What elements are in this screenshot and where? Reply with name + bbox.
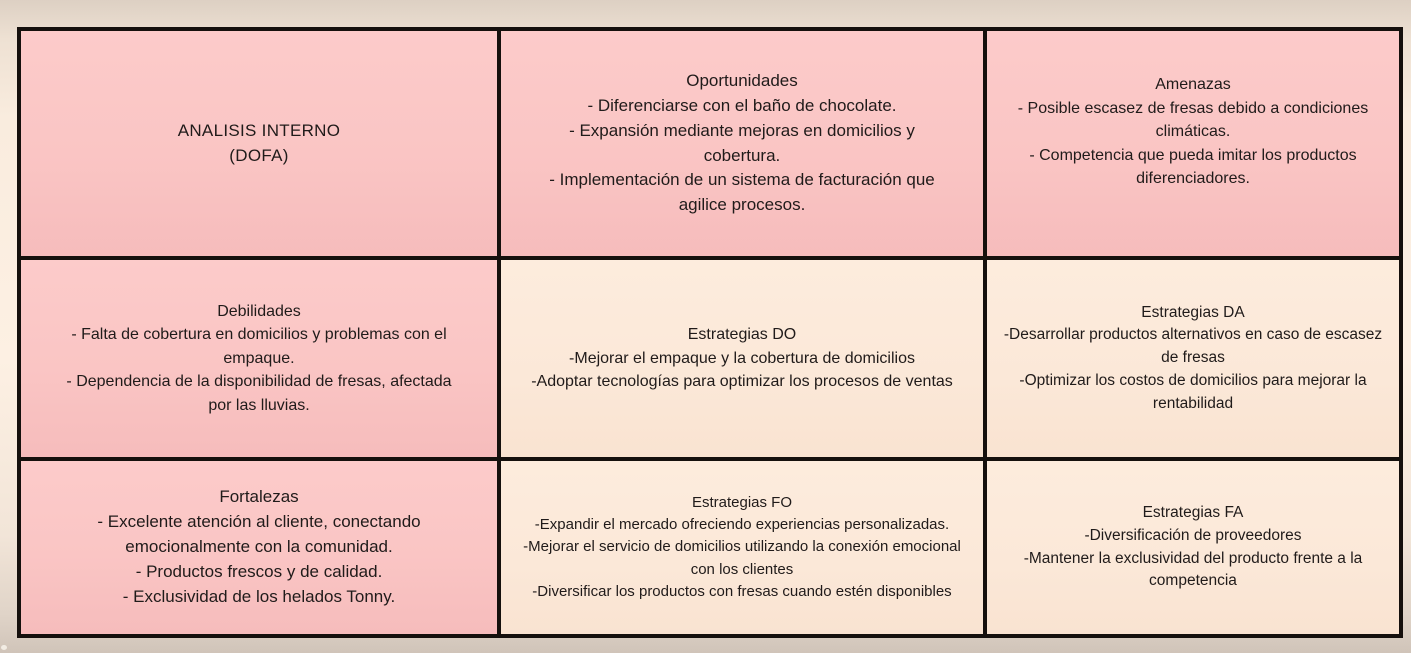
cell-items [531, 347, 953, 394]
cell-item: -Optimizar los costos de domicilios para mejorar la rentabilidad [1019, 371, 1367, 412]
cell-items [999, 97, 1387, 191]
cell-item: - Exclusividad de los helados Tonny. [122, 586, 396, 606]
matrix-title-line: (DOFA) [229, 145, 289, 165]
cell-item: - Dependencia de la disponibilidad de fresas, afectada por las lluvias. [66, 373, 452, 414]
cell-items [533, 94, 951, 219]
cell-items [61, 510, 457, 610]
dofa-matrix-table [17, 27, 1403, 638]
cell-estrategias-fo [501, 461, 987, 634]
cell-items [513, 514, 971, 602]
cell-item: - Expansión mediante mejoras en domicilios y cobertura. [569, 120, 915, 165]
cell-item: - Productos frescos y de calidad. [135, 561, 383, 581]
cell-title: Estrategias DO [687, 326, 797, 344]
cell-title: Fortalezas [219, 487, 299, 506]
cell-oportunidades [501, 31, 987, 260]
cell-item: - Posible escasez de fresas debido a condiciones climáticas. [1017, 99, 1369, 141]
cell-estrategias-fa [987, 461, 1399, 634]
cell-item: -Adoptar tecnologías para optimizar los procesos de ventas [531, 373, 953, 391]
cell-item: -Mejorar el servicio de domicilios utilizando la conexión emocional con los clientes [523, 538, 961, 578]
cell-title: Estrategias FO [691, 494, 793, 512]
cell-amenazas [987, 31, 1399, 260]
cell-item: -Desarrollar productos alternativos en caso de escasez de fresas [1003, 326, 1383, 367]
matrix-title-line: ANALISIS INTERNO [177, 120, 341, 140]
cell-title: Oportunidades [686, 70, 798, 90]
cell-items [1015, 525, 1371, 593]
cursor-artifact-dot [1, 645, 7, 650]
cell-item: -Mantener la exclusividad del producto frente a la competencia [1023, 549, 1363, 590]
cell-items [57, 323, 461, 417]
cell-title: Estrategias FA [1142, 503, 1244, 521]
cell-title-lines [178, 119, 341, 169]
cell-item: -Diversificación de proveedores [1084, 526, 1302, 544]
cell-debilidades [21, 260, 501, 461]
cell-item: -Expandir el mercado ofreciendo experiencias personalizadas. [534, 516, 950, 534]
cell-item: -Mejorar el empaque y la cobertura de domicilios [569, 349, 915, 367]
cell-title: Amenazas [1155, 76, 1231, 93]
cell-estrategias-da [987, 260, 1399, 461]
cell-fortalezas [21, 461, 501, 634]
cell-item: -Diversificar los productos con fresas cuando estén disponibles [532, 582, 952, 600]
cell-item: - Falta de cobertura en domicilios y problemas con el empaque. [71, 326, 447, 367]
cell-item: - Excelente atención al cliente, conectando emocionalmente con la comunidad. [97, 511, 421, 556]
cell-estrategias-do [501, 260, 987, 461]
cell-analisis-interno-dofa [21, 31, 501, 260]
cell-item: - Diferenciarse con el baño de chocolate. [587, 95, 897, 115]
cell-item: - Competencia que pueda imitar los productos diferenciadores. [1029, 146, 1357, 188]
cell-items [1001, 324, 1385, 415]
cell-title: Debilidades [217, 302, 301, 320]
cell-title: Estrategias DA [1141, 303, 1245, 321]
cell-item: - Implementación de un sistema de facturación que agilice procesos. [549, 170, 935, 215]
